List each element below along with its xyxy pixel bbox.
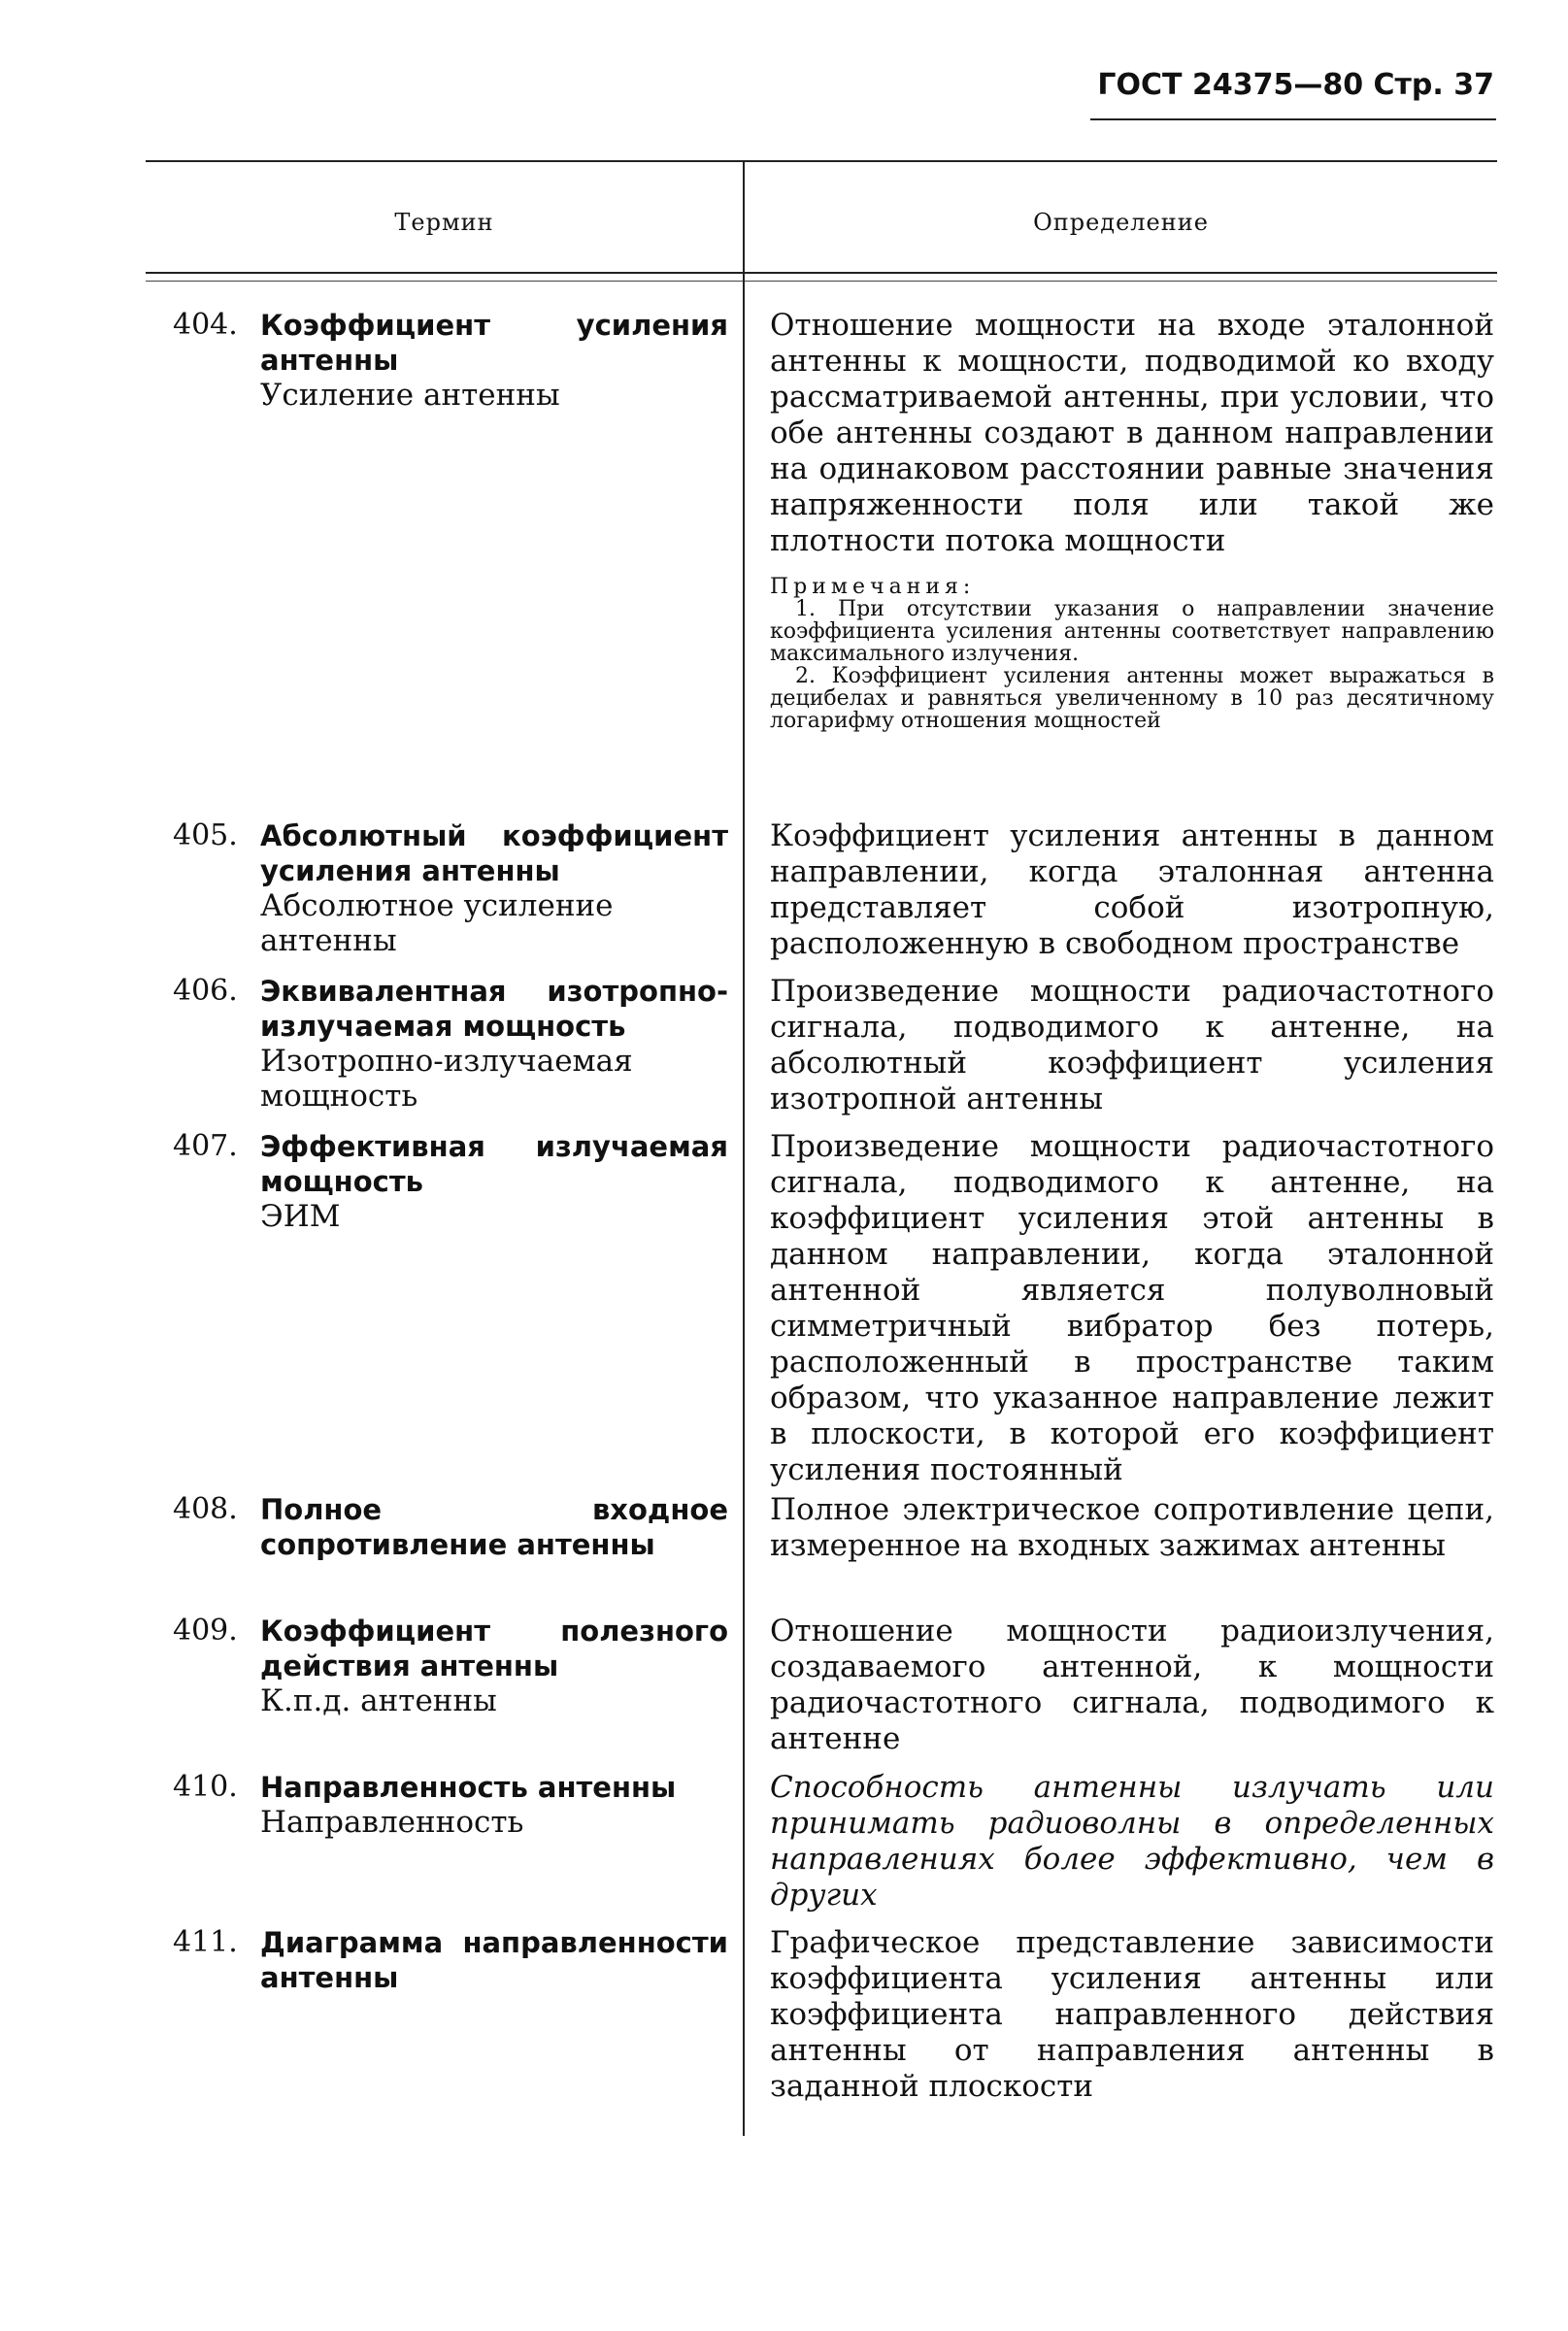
definition-cell: Графическое представление зависимости коэффициента усиления антенны или коэффициента направленного действия антенны от направления антенны в заданной плоскости <box>770 1925 1494 2104</box>
term-number: 411. <box>173 1925 238 1959</box>
term-synonym: Изотропно-излучаемая мощность <box>260 1044 633 1114</box>
header-rule-2 <box>146 281 1497 282</box>
term-cell <box>173 308 728 413</box>
term-number: 404. <box>173 308 238 342</box>
definition-cell: Отношение мощности на входе эталонной антенны к мощности, подводимой ко входу рассматриваемой антенны, при условии, что обе антенны создают в данном направлении на одинаковом расстоянии равные значения напряженности поля или такой же плотности потока мощности <box>770 308 1494 558</box>
column-header-definition: Определение <box>1033 209 1209 236</box>
notes-block <box>770 576 1494 732</box>
terms-table <box>146 160 1497 2136</box>
notes-title: Примечания: <box>770 575 976 599</box>
term-title: Коэффициент полезного действия антенны <box>260 1615 728 1682</box>
term-cell <box>173 1614 728 1718</box>
definition-cell: Полное электрическое сопротивление цепи, измеренное на входных зажимах антенны <box>770 1492 1494 1563</box>
column-header-term: Термин <box>394 209 494 236</box>
term-title: Полное входное сопротивление антенны <box>260 1493 728 1561</box>
term-title: Абсолютный коэффициент усиления антенны <box>260 819 728 887</box>
term-cell <box>173 1492 728 1562</box>
table-top-rule <box>146 160 1497 162</box>
header-rule-1 <box>146 272 1497 274</box>
note-item: 2. Коэффициент усиления антенны может выражаться в децибелах и равняться увеличенному в 10 раз десятичному логарифму отношения мощностей <box>770 664 1494 733</box>
page-header: ГОСТ 24375—80 Стр. 37 <box>1097 68 1494 102</box>
term-title: Эффективная излучаемая мощность <box>260 1130 728 1198</box>
term-synonym: Направленность <box>260 1805 524 1840</box>
note-item: 1. При отсутствии указания о направлении значение коэффициента усиления антенны соответствует направлению максимального излучения. <box>770 597 1494 666</box>
term-cell <box>173 1770 728 1840</box>
term-number: 405. <box>173 818 238 852</box>
column-divider <box>743 160 745 2136</box>
term-number: 409. <box>173 1614 238 1648</box>
term-synonym: ЭИМ <box>260 1199 341 1234</box>
term-title: Коэффициент усиления антенны <box>260 309 728 377</box>
term-cell <box>173 1129 728 1234</box>
term-cell <box>173 818 728 958</box>
term-number: 407. <box>173 1129 238 1163</box>
definition-cell: Отношение мощности радиоизлучения, создаваемого антенной, к мощности радиочастотного сигнала, подводимого к антенне <box>770 1614 1494 1756</box>
header-rule <box>1090 118 1496 120</box>
definition-cell: Произведение мощности радиочастотного сигнала, подводимого к антенне, на коэффициент усиления этой антенны в данном направлении, когда эталонной антенной является полуволновый симметричный вибратор без потерь, расположенный в пространстве таким образом, что указанное направление лежит в плоскости, в которой его коэффициент усиления постоянный <box>770 1129 1494 1487</box>
term-synonym: Усиление антенны <box>260 378 560 413</box>
term-synonym: К.п.д. антенны <box>260 1683 497 1718</box>
term-cell <box>173 974 728 1114</box>
term-number: 408. <box>173 1492 238 1526</box>
definition-cell: Коэффициент усиления антенны в данном направлении, когда эталонная антенна представляет собой изотропную, расположенную в свободном пространстве <box>770 818 1494 961</box>
term-synonym: Абсолютное усиление антенны <box>260 888 614 958</box>
definition-cell: Произведение мощности радиочастотного сигнала, подводимого к антенне, на абсолютный коэффициент усиления изотропной антенны <box>770 974 1494 1116</box>
term-title: Направленность антенны <box>260 1771 677 1804</box>
definition-cell: Способность антенны излучать или принимать радиоволны в определенных направлениях более эффективно, чем в других <box>770 1770 1494 1913</box>
term-cell <box>173 1925 728 1995</box>
term-number: 410. <box>173 1770 238 1804</box>
term-title: Эквивалентная изотропно-излучаемая мощность <box>260 975 728 1043</box>
term-number: 406. <box>173 974 238 1008</box>
term-title: Диаграмма направленности антенны <box>260 1926 728 1994</box>
